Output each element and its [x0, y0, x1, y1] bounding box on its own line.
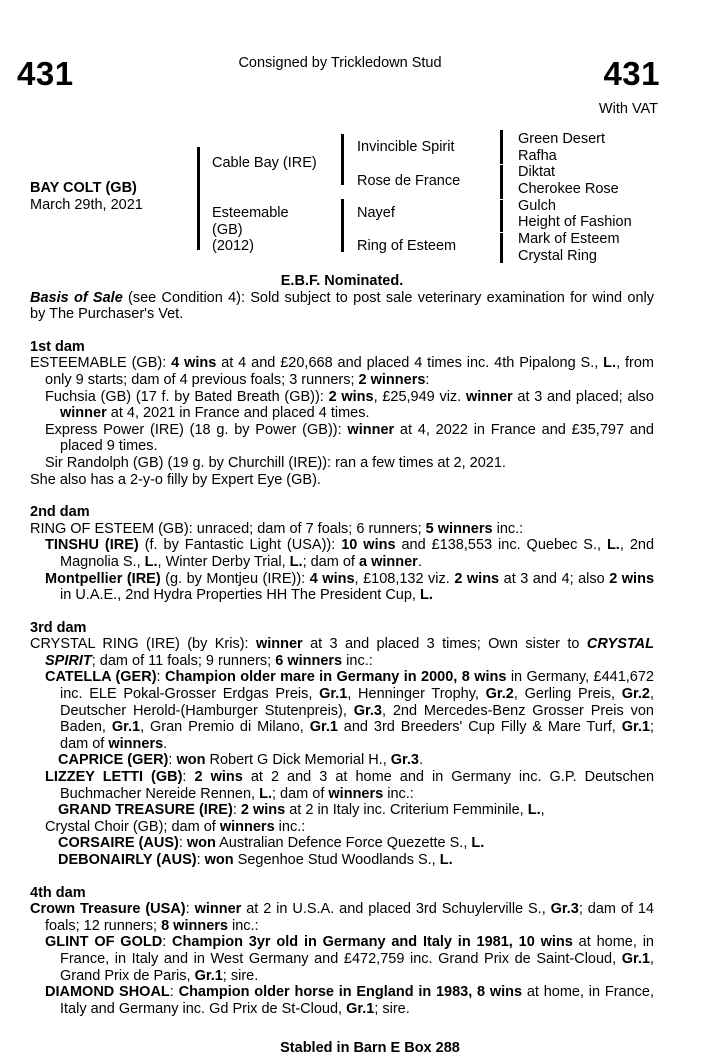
horse-foaled: March 29th, 2021: [30, 197, 143, 213]
produce-lizzey-letti: LIZZEY LETTI (GB): 2 wins at 2 and 3 at home and in Germany inc. G.P. Deutschen Buchmacher Nereide Rennen, L.; dam of winners inc.:: [45, 769, 655, 802]
pedigree-ggs-6: Height of Fashion: [518, 214, 632, 230]
second-dam-heading: 2nd dam: [30, 504, 90, 521]
pedigree-ggs-2: Rafha: [518, 148, 557, 164]
second-dam-entry: RING OF ESTEEM (GB): unraced; dam of 7 foals; 6 runners; 5 winners inc.:: [30, 520, 524, 537]
pedigree-line-3d: [500, 233, 503, 263]
fourth-dam-heading: 4th dam: [30, 884, 86, 901]
produce-crystal-choir: Crystal Choir (GB); dam of winners inc.:: [45, 818, 306, 835]
pedigree-ggs-5: Gulch: [518, 198, 556, 214]
produce-express-power: Express Power (IRE) (18 g. by Power (GB)): winner at 4, 2022 in France and £35,797 and placed 9 times.: [45, 421, 654, 455]
pedigree-dam-2: (GB): [212, 222, 243, 238]
produce-corsaire: CORSAIRE (AUS): won Australian Defence Force Quezette S., L.: [58, 835, 485, 852]
produce-2yo-filly: She also has a 2-y-o filly by Expert Eye (GB).: [30, 471, 321, 488]
pedigree-dam-1: Esteemable: [212, 205, 289, 221]
pedigree-gs-4: Ring of Esteem: [357, 238, 457, 254]
pedigree-line-2b: [341, 199, 344, 252]
fourth-dam-entry: Crown Treasure (USA): winner at 2 in U.S.A. and placed 3rd Schuylerville S., Gr.3; dam of 14 foals; 12 runners; 8 winners inc.:: [30, 901, 654, 934]
pedigree-line-1: [197, 147, 200, 250]
pedigree-line-3b: [500, 165, 503, 199]
stabling-info: Stabled in Barn E Box 288: [280, 1040, 460, 1056]
produce-sir-randolph: Sir Randolph (GB) (19 g. by Churchill (IRE)): ran a few times at 2, 2021.: [45, 454, 506, 471]
first-dam-entry: ESTEEMABLE (GB): 4 wins at 4 and £20,668 and placed 4 times inc. 4th Pipalong S., L., from only 9 starts; dam of 4 previous foals; 3 runners; 2 winners:: [30, 355, 654, 388]
pedigree-sire: Cable Bay (IRE): [212, 155, 317, 171]
produce-glint-of-gold: GLINT OF GOLD: Champion 3yr old in Germany and Italy in 1981, 10 wins at home, in France, in Italy and in West Germany and £472,759 inc. Grand Prix de Saint-Cloud, Gr.1, Grand Prix de Paris, Gr.1; sire.: [45, 934, 654, 984]
pedigree-ggs-4: Cherokee Rose: [518, 181, 619, 197]
basis-of-sale: Basis of Sale (see Condition 4): Sold subject to post sale veterinary examination for wind only by The Purchaser's Vet.: [30, 289, 654, 323]
first-dam-heading: 1st dam: [30, 338, 85, 355]
pedigree-ggs-7: Mark of Esteem: [518, 231, 620, 247]
produce-catella: CATELLA (GER): Champion older mare in Germany in 2000, 8 wins in Germany, £441,672 inc. ELE Pokal-Grosser Erdgas Preis, Gr.1, Henninger Trophy, Gr.2, Gerling Preis, Gr.2, Deutscher Herold-(Hamburger Stutenpreis), Gr.3, 2nd Mercedes-Benz Grosser Preis von Baden, Gr.1, Gran Premio di Milano, Gr.1 and 3rd Breeders' Cup Filly & Mare Turf, Gr.1; dam of winners.: [45, 669, 655, 752]
lot-number-right: 431: [603, 55, 660, 92]
produce-grand-treasure: GRAND TREASURE (IRE): 2 wins at 2 in Italy inc. Criterium Femminile, L.,: [58, 802, 545, 819]
produce-debonairly: DEBONAIRLY (AUS): won Segenhoe Stud Woodlands S., L.: [58, 852, 453, 868]
vat-label: With VAT: [598, 101, 658, 117]
pedigree-ggs-3: Diktat: [518, 164, 556, 180]
pedigree-gs-1: Invincible Spirit: [357, 139, 455, 155]
lot-number-left: 431: [17, 55, 74, 92]
third-dam-heading: 3rd dam: [30, 619, 87, 636]
third-dam-entry: CRYSTAL RING (IRE) (by Kris): winner at 3 and placed 3 times; Own sister to CRYSTAL SPIRIT; dam of 11 foals; 9 runners; 6 winners inc.:: [30, 636, 654, 669]
pedigree-ggs-8: Crystal Ring: [518, 248, 597, 264]
consignor: Consigned by Trickledown Stud: [238, 55, 442, 71]
pedigree-line-3c: [500, 200, 503, 232]
pedigree-gs-2: Rose de France: [357, 173, 461, 189]
produce-tinshu: TINSHU (IRE) (f. by Fantastic Light (USA)): 10 wins and £138,553 inc. Quebec S., L., 2nd Magnolia S., L., Winter Derby Trial, L.; dam of a winner.: [45, 537, 655, 570]
ebf-nomination: E.B.F. Nominated.: [280, 273, 404, 289]
produce-caprice: CAPRICE (GER): won Robert G Dick Memorial H., Gr.3.: [58, 752, 424, 769]
pedigree-gs-3: Nayef: [357, 205, 395, 221]
produce-montpellier: Montpellier (IRE) (g. by Montjeu (IRE)): 4 wins, £108,132 viz. 2 wins at 3 and 4; also 2 wins in U.A.E., 2nd Hydra Properties HH The President Cup, L.: [45, 570, 655, 604]
pedigree-dam-3: (2012): [212, 238, 254, 254]
produce-diamond-shoal: DIAMOND SHOAL: Champion older horse in England in 1983, 8 wins at home, in France, Italy and Germany inc. Gd Prix de St-Cloud, Gr.1; sire.: [45, 984, 654, 1017]
pedigree-ggs-1: Green Desert: [518, 131, 606, 147]
pedigree-line-3a: [500, 130, 503, 164]
horse-name: BAY COLT (GB): [30, 180, 137, 196]
catalogue-body: [30, 273, 654, 1017]
pedigree-line-2a: [341, 134, 344, 185]
produce-fuchsia: Fuchsia (GB) (17 f. by Bated Breath (GB)): 2 wins, £25,949 viz. winner at 3 and placed; also winner at 4, 2021 in France and placed 4 times.: [45, 388, 654, 422]
